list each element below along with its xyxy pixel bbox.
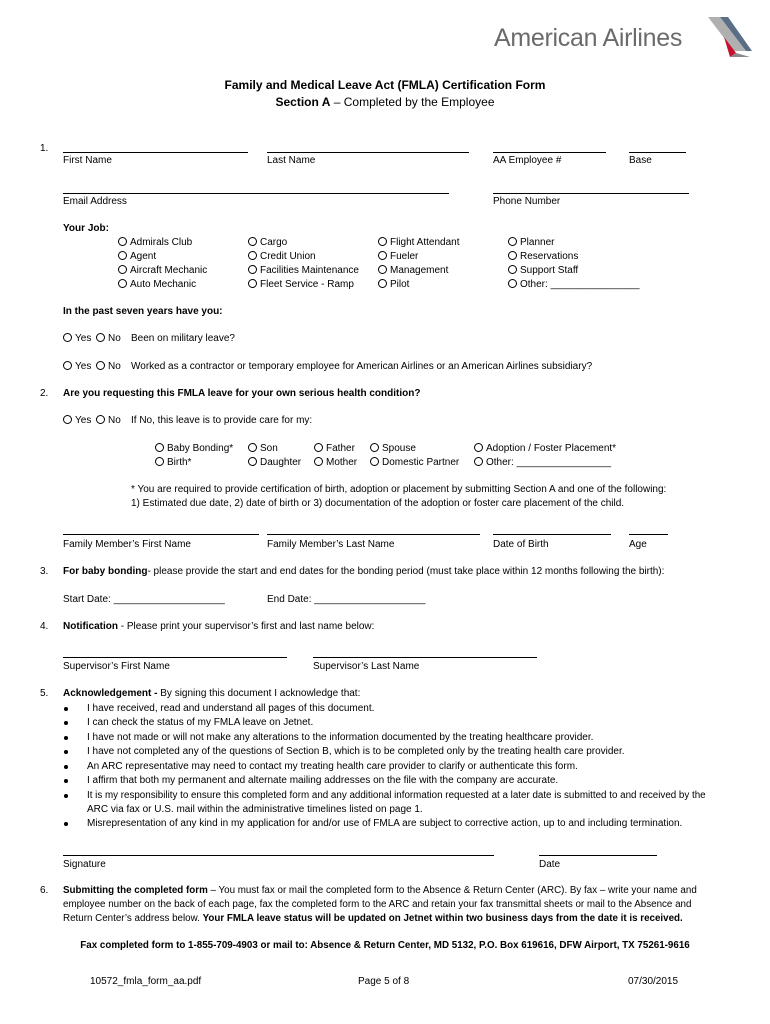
acknowledgement-heading: Acknowledgement - By signing this document I acknowledge that: [63, 688, 361, 699]
last-name-label: Last Name [267, 155, 316, 166]
own-health-question: Are you requesting this FMLA leave for your own serious health condition? [63, 388, 421, 399]
contractor-yes-radio[interactable]: Yes [63, 361, 91, 372]
section-desc: – Completed by the Employee [330, 95, 495, 109]
bullet-icon [64, 779, 68, 783]
job-radio-aircraft-mechanic[interactable]: Aircraft Mechanic [118, 265, 207, 276]
submission-line3: Return Center’s address below. Your FMLA leave status will be updated on Jetnet within two business days from the date it is received. [63, 913, 683, 924]
email-label: Email Address [63, 196, 127, 207]
own-health-no-radio[interactable]: No [96, 415, 121, 426]
care-radio-other[interactable]: Other: _________________ [474, 457, 611, 468]
acknowledgement-item: I can check the status of my FMLA leave on Jetnet. [87, 717, 314, 728]
submission-line1: Submitting the completed form – You must fax or mail the completed form to the Absence & Return Center (ARC). By fax – write your name and [63, 885, 697, 896]
contractor-question: Worked as a contractor or temporary employee for American Airlines or an American Airlines subsidiary? [131, 361, 593, 372]
section-label: Section A [275, 95, 331, 109]
job-radio-auto-mechanic[interactable]: Auto Mechanic [118, 279, 196, 290]
bullet-icon [64, 765, 68, 769]
base-label: Base [629, 155, 652, 166]
brand-name: American Airlines [494, 24, 683, 52]
military-question: Been on military leave? [131, 333, 235, 344]
signature-date-label: Date [539, 859, 561, 870]
employee-number-label: AA Employee # [493, 155, 562, 166]
family-last-name-field[interactable] [267, 534, 480, 535]
job-radio-planner[interactable]: Planner [508, 237, 554, 248]
first-name-label: First Name [63, 155, 112, 166]
job-radio-pilot[interactable]: Pilot [378, 279, 409, 290]
acknowledgement-item: Misrepresentation of any kind in my application for and/or use of FMLA are subject to corrective action, up to and including termination. [87, 818, 683, 829]
section-5-number: 5. [40, 688, 49, 699]
acknowledgement-item: I have not made or will not make any alterations to the information documented by the treating healthcare provider. [87, 732, 594, 743]
acknowledgement-item: An ARC representative may need to contact my treating health care provider to clarify or authenticate this form. [87, 761, 578, 772]
job-radio-fueler[interactable]: Fueler [378, 251, 418, 262]
job-radio-facilities-maintenance[interactable]: Facilities Maintenance [248, 265, 359, 276]
notification-instructions: Notification - Please print your supervisor’s first and last name below: [63, 621, 375, 632]
care-radio-daughter[interactable]: Daughter [248, 457, 301, 468]
job-radio-other[interactable]: Other: ________________ [508, 279, 640, 290]
job-radio-cargo[interactable]: Cargo [248, 237, 287, 248]
care-radio-domestic-partner[interactable]: Domestic Partner [370, 457, 459, 468]
care-radio-spouse[interactable]: Spouse [370, 443, 416, 454]
contractor-no-radio[interactable]: No [96, 361, 121, 372]
job-radio-reservations[interactable]: Reservations [508, 251, 578, 262]
fax-mail-instructions: Fax completed form to 1-855-709-4903 or mail to: Absence & Return Center, MD 5132, P.O. Box 619616, DFW Airport, TX 75261-9616 [80, 940, 690, 951]
section-1-number: 1. [40, 143, 49, 154]
acknowledgement-item: I have not completed any of the questions of Section B, which is to be completed only by the treating health care provider. [87, 746, 625, 757]
signature-label: Signature [63, 859, 106, 870]
military-no-radio[interactable]: No [96, 333, 121, 344]
care-radio-father[interactable]: Father [314, 443, 355, 454]
age-field[interactable] [629, 534, 668, 535]
footer-date: 07/30/2015 [628, 976, 679, 987]
supervisor-first-name-label: Supervisor’s First Name [63, 661, 170, 672]
first-name-field[interactable] [63, 152, 248, 153]
start-date-field[interactable]: Start Date: ____________________ [63, 594, 225, 605]
care-radio-birth[interactable]: Birth* [155, 457, 191, 468]
date-of-birth-label: Date of Birth [493, 539, 549, 550]
supervisor-first-name-field[interactable] [63, 657, 287, 658]
employee-number-field[interactable] [493, 152, 606, 153]
section-3-number: 3. [40, 566, 49, 577]
care-radio-baby-bonding[interactable]: Baby Bonding* [155, 443, 233, 454]
job-radio-flight-attendant[interactable]: Flight Attendant [378, 237, 460, 248]
baby-bonding-instructions: For baby bonding- please provide the start and end dates for the bonding period (must take place within 12 months following the birth): [63, 566, 665, 577]
acknowledgement-item: I affirm that both my permanent and alternate mailing addresses on the file with the company are accurate. [87, 775, 559, 786]
supervisor-last-name-field[interactable] [313, 657, 537, 658]
certification-note-line1: * You are required to provide certification of birth, adoption or placement by submitting Section A and one of the following: [131, 484, 667, 495]
section-4-number: 4. [40, 621, 49, 632]
section-2-number: 2. [40, 388, 49, 399]
acknowledgement-item-continued: ARC via fax or U.S. mail within the administrative timelines listed on page 1. [87, 804, 423, 815]
care-radio-mother[interactable]: Mother [314, 457, 357, 468]
signature-date-field[interactable] [539, 855, 657, 856]
footer-page-number: Page 5 of 8 [358, 976, 410, 987]
job-radio-fleet-service[interactable]: Fleet Service - Ramp [248, 279, 354, 290]
submission-line2: employee number on the back of each page, fax the completed form to the ARC and retain your fax transmittal sheets or mail to the Absence and [63, 899, 692, 910]
bullet-icon [64, 707, 68, 711]
own-health-yes-radio[interactable]: Yes [63, 415, 91, 426]
military-yes-radio[interactable]: Yes [63, 333, 91, 344]
bullet-icon [64, 822, 68, 826]
bullet-icon [64, 721, 68, 725]
base-field[interactable] [629, 152, 686, 153]
signature-field[interactable] [63, 855, 494, 856]
acknowledgement-item: It is my responsibility to ensure this completed form and any additional information requested at a later date is submitted to and received by the [87, 790, 706, 801]
date-of-birth-field[interactable] [493, 534, 611, 535]
certification-note-line2: 1) Estimated due date, 2) date of birth or 3) documentation of the adoption or foster care placement of the child. [131, 498, 625, 509]
supervisor-last-name-label: Supervisor’s Last Name [313, 661, 420, 672]
email-field[interactable] [63, 193, 449, 194]
job-radio-support-staff[interactable]: Support Staff [508, 265, 578, 276]
section-6-number: 6. [40, 885, 49, 896]
form-title: Family and Medical Leave Act (FMLA) Certification Form [224, 78, 546, 92]
past-seven-years-label: In the past seven years have you: [63, 306, 223, 317]
eagle-logo-icon [706, 15, 756, 59]
job-radio-admirals-club[interactable]: Admirals Club [118, 237, 192, 248]
job-radio-agent[interactable]: Agent [118, 251, 156, 262]
family-first-name-field[interactable] [63, 534, 259, 535]
bullet-icon [64, 794, 68, 798]
job-radio-credit-union[interactable]: Credit Union [248, 251, 316, 262]
bullet-icon [64, 750, 68, 754]
your-job-label: Your Job: [63, 223, 109, 234]
end-date-field[interactable]: End Date: ____________________ [267, 594, 426, 605]
footer-filename: 10572_fmla_form_aa.pdf [90, 976, 202, 987]
family-first-name-label: Family Member’s First Name [63, 539, 191, 550]
family-last-name-label: Family Member’s Last Name [267, 539, 395, 550]
job-radio-management[interactable]: Management [378, 265, 448, 276]
american-airlines-logo [494, 24, 682, 53]
care-radio-son[interactable]: Son [248, 443, 278, 454]
bullet-icon [64, 736, 68, 740]
last-name-field[interactable] [267, 152, 469, 153]
age-label: Age [629, 539, 647, 550]
if-no-label: If No, this leave is to provide care for my: [131, 415, 313, 426]
acknowledgement-item: I have received, read and understand all pages of this document. [87, 703, 375, 714]
phone-label: Phone Number [493, 196, 561, 207]
section-subtitle [0, 95, 770, 109]
care-radio-adoption[interactable]: Adoption / Foster Placement* [474, 443, 616, 454]
phone-field[interactable] [493, 193, 689, 194]
